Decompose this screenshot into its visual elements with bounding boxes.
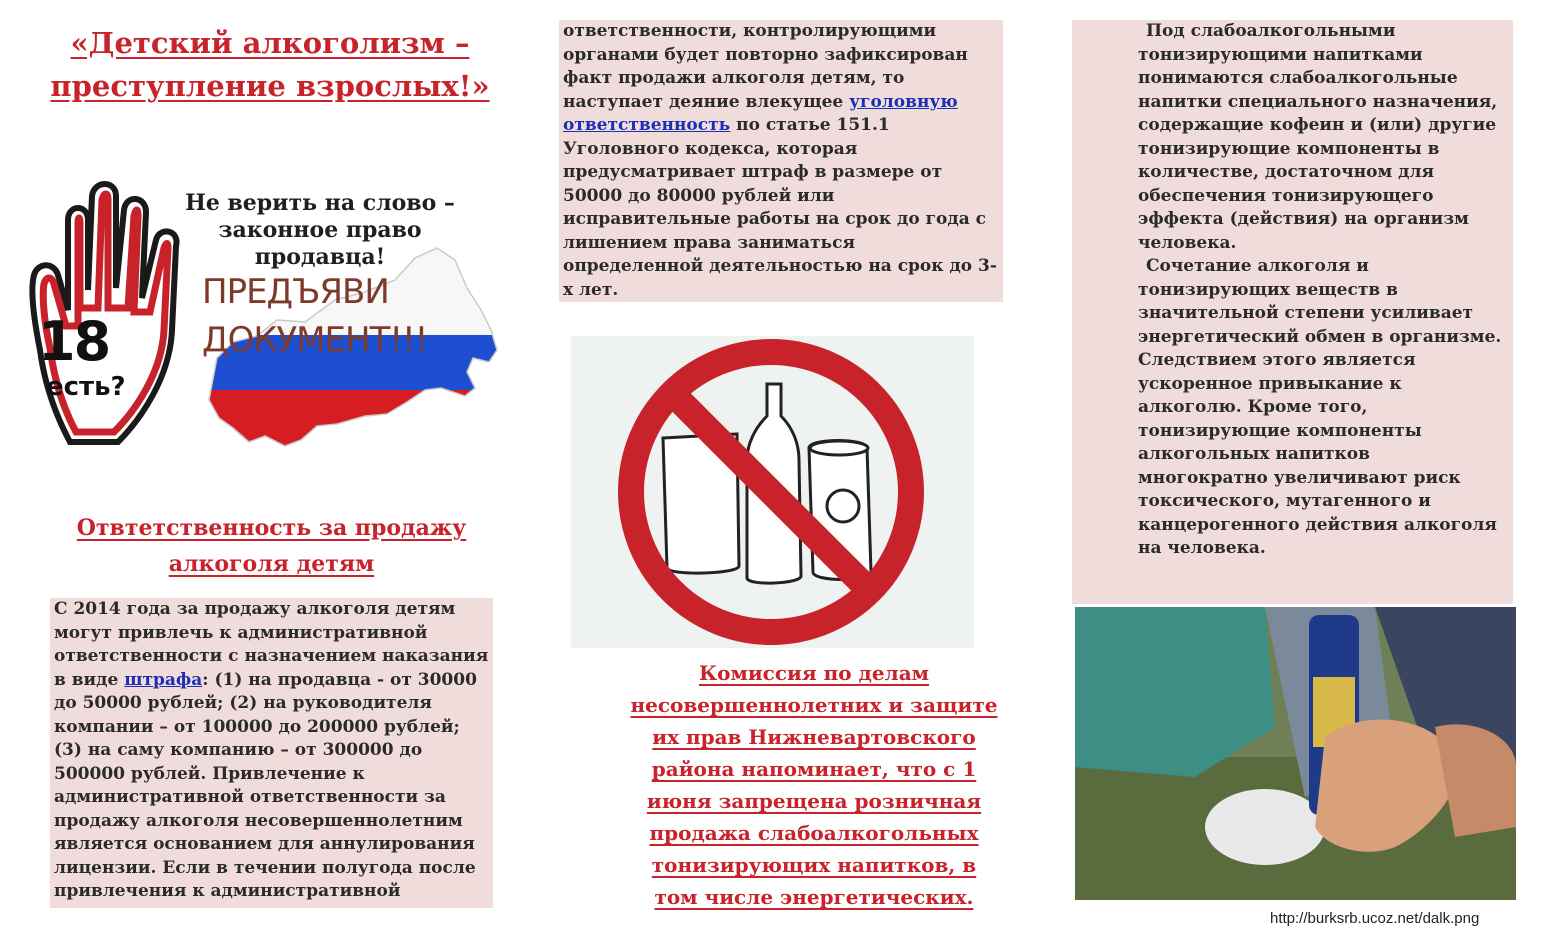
teen-drinking-image	[1075, 607, 1516, 900]
slogan-line-2: законное право	[218, 217, 422, 243]
teen-drinking-photo	[1075, 607, 1516, 900]
responsibility-heading-line-2: алкоголя детям	[168, 551, 375, 577]
slogan-line-3: продавца!	[254, 244, 386, 270]
criminal-liability-text	[559, 20, 1003, 302]
criminal-liability-part-2: по статье 151.1 Уголовного кодекса, которая предусматривает штраф в размере от 50000 до 80000 рублей или исправительные работы на срок до года с лишением права заниматься определенной деятельностью на срок до 3-х лет.	[563, 115, 997, 300]
commission-notice: Комиссия по делам несовершеннолетних и защите их прав Нижневартовского района напоминает, что с 1 июня запрещена розничная продажа слабоалкогольных тонизирующих напитков, в том числе энергетических.	[630, 661, 998, 909]
criminal-liability-part-1: ответственности, контролирующими органами будет повторно зафиксирован факт продажи алкоголя детям, то наступает деяние влекущее	[563, 21, 968, 112]
admin-liability-part-2: : (1) на продавца - от 30000 до 50000 рублей; (2) на руководителя компании – от 100000 до 200000 рублей; (3) на саму компанию – от 300000 до 500000 рублей. Привлечение к административной ответственности за продажу алкоголя несовершеннолетним является основанием для аннулирования лицензии. Если в течении полугода после привлечения к административной	[54, 669, 477, 901]
fine-link[interactable]: штрафа	[124, 669, 203, 690]
slogan	[170, 190, 470, 271]
responsibility-heading-line-1: Отвтетственность за продажу	[76, 515, 467, 541]
criminal-liability-link[interactable]: уголовную ответственность	[563, 91, 958, 135]
title-line-1: «Детский алкоголизм –	[70, 26, 470, 60]
present-document-text	[202, 268, 482, 364]
age-18-label: 18	[38, 310, 110, 373]
energy-drinks-text	[1072, 20, 1513, 604]
image-credit: http://burksrb.ucoz.net/dalk.png	[1270, 910, 1480, 927]
age-question-label: есть?	[46, 372, 126, 402]
slogan-line-1: Не верить на слово –	[185, 190, 455, 216]
present-line-1: ПРЕДЪЯВИ	[202, 272, 389, 312]
page-title	[30, 22, 510, 108]
energy-drinks-paragraph-1: Под слабоалкогольными тонизирующими напитками понимаются слабоалкогольные напитки специального назначения, содержащие кофеин и (или) другие тонизирующие компоненты в количестве, достаточном для обеспечения тонизирующего эффекта (действия) на организм человека.	[1138, 21, 1498, 253]
energy-drinks-paragraph-2: Сочетание алкоголя и тонизирующих веществ в значительной степени усиливает энергетический обмен в организме. Следствием этого является ускоренное привыкание к алкоголю. Кроме того, тонизирующие компоненты алкогольных напитков многократно увеличивают риск токсического, мутагенного и канцерогенного действия алкоголя на человека.	[1138, 256, 1502, 558]
present-line-2: ДОКУМЕНТ!!!	[202, 320, 428, 360]
admin-liability-part-1: С 2014 года за продажу алкоголя детям могут привлечь к административной ответственности с назначением наказания в виде	[54, 599, 489, 690]
title-line-2: преступление взрослых!»	[50, 69, 490, 103]
no-alcohol-icon	[571, 336, 974, 648]
no-alcohol-panel	[571, 336, 974, 648]
responsibility-heading	[50, 510, 493, 582]
admin-liability-text	[50, 598, 493, 908]
